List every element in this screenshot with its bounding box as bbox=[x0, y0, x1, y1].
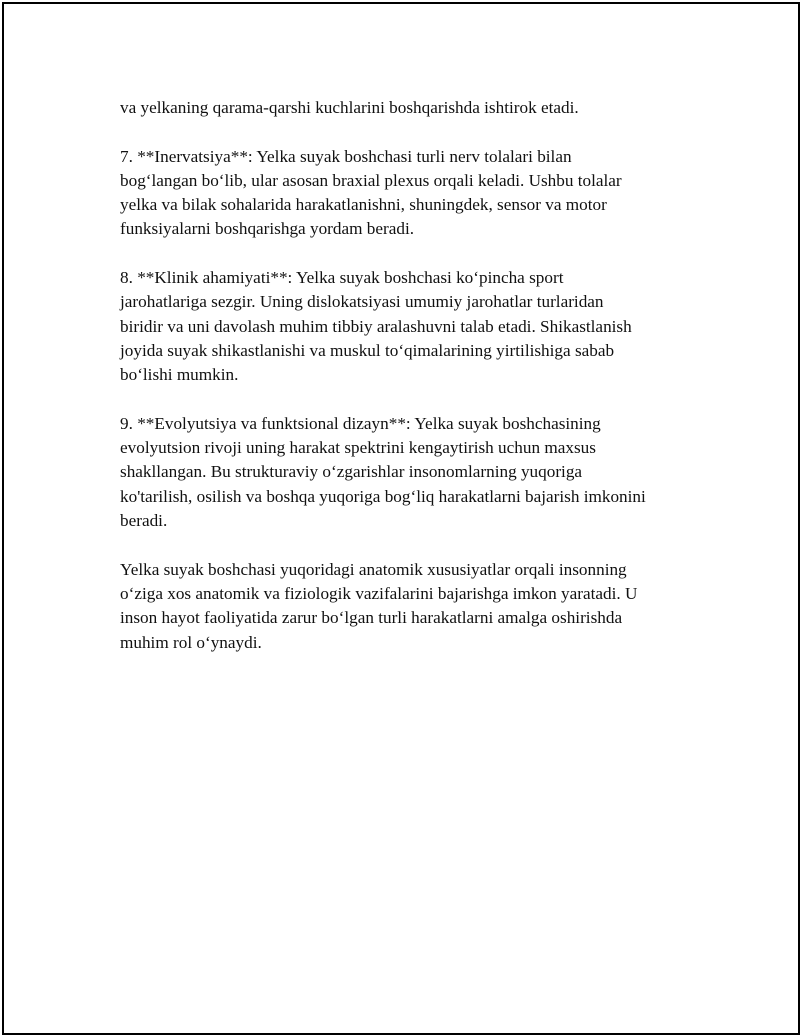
text-line: biridir va uni davolash muhim tibbiy aralashuvni talab etadi. Shikastlanish bbox=[120, 316, 632, 336]
text-line: bog‘langan bo‘lib, ular asosan braxial plexus orqali keladi. Ushbu tolalar bbox=[120, 170, 622, 190]
text-line: yelka va bilak sohalarida harakatlanishni, shuningdek, sensor va motor bbox=[120, 195, 607, 215]
text-line: muhim rol o‘ynaydi. bbox=[120, 632, 262, 652]
paragraph-conclusion bbox=[120, 558, 710, 655]
text-line: funksiyalarni boshqarishga yordam beradi. bbox=[120, 219, 415, 239]
text-line: va yelkaning qarama-qarshi kuchlarini boshqarishda ishtirok etadi. bbox=[120, 98, 579, 117]
text-line: bo‘lishi mumkin. bbox=[120, 365, 239, 385]
page-frame bbox=[2, 2, 800, 1035]
text-line: o‘ziga xos anatomik va fiziologik vazifalarini bajarishga imkon yaratadi. U bbox=[120, 583, 638, 603]
paragraph-clinical-significance bbox=[120, 266, 710, 387]
paragraph-evolution bbox=[120, 412, 710, 533]
text-line: ko'tarilish, osilish va boshqa yuqoriga bog‘liq harakatlarni bajarish imkonini bbox=[120, 486, 646, 506]
text-line: inson hayot faoliyatida zarur bo‘lgan turli harakatlarni amalga oshirishda bbox=[120, 608, 623, 628]
text-line: evolyutsion rivoji uning harakat spektrini kengaytirish uchun maxsus bbox=[120, 438, 596, 458]
text-line: Yelka suyak boshchasi yuqoridagi anatomik xususiyatlar orqali insonning bbox=[120, 559, 627, 579]
text-line: 7. **Inervatsiya**: Yelka suyak boshchasi turli nerv tolalari bilan bbox=[120, 146, 572, 166]
text-line: 8. **Klinik ahamiyati**: Yelka suyak boshchasi ko‘pincha sport bbox=[120, 268, 564, 288]
text-line: joyida suyak shikastlanishi va muskul to‘qimalarining yirtilishiga sabab bbox=[120, 340, 615, 360]
text-line: 9. **Evolyutsiya va funktsional dizayn**: Yelka suyak boshchasining bbox=[120, 413, 601, 433]
text-line: jarohatlariga sezgir. Uning dislokatsiyasi umumiy jarohatlar turlaridan bbox=[120, 292, 604, 312]
paragraph-continuation bbox=[120, 96, 710, 120]
paragraph-innervation bbox=[120, 145, 710, 242]
document-body bbox=[120, 96, 710, 679]
text-line: shakllangan. Bu strukturaviy o‘zgarishlar insonomlarning yuqoriga bbox=[120, 462, 583, 482]
text-line: beradi. bbox=[120, 511, 168, 531]
